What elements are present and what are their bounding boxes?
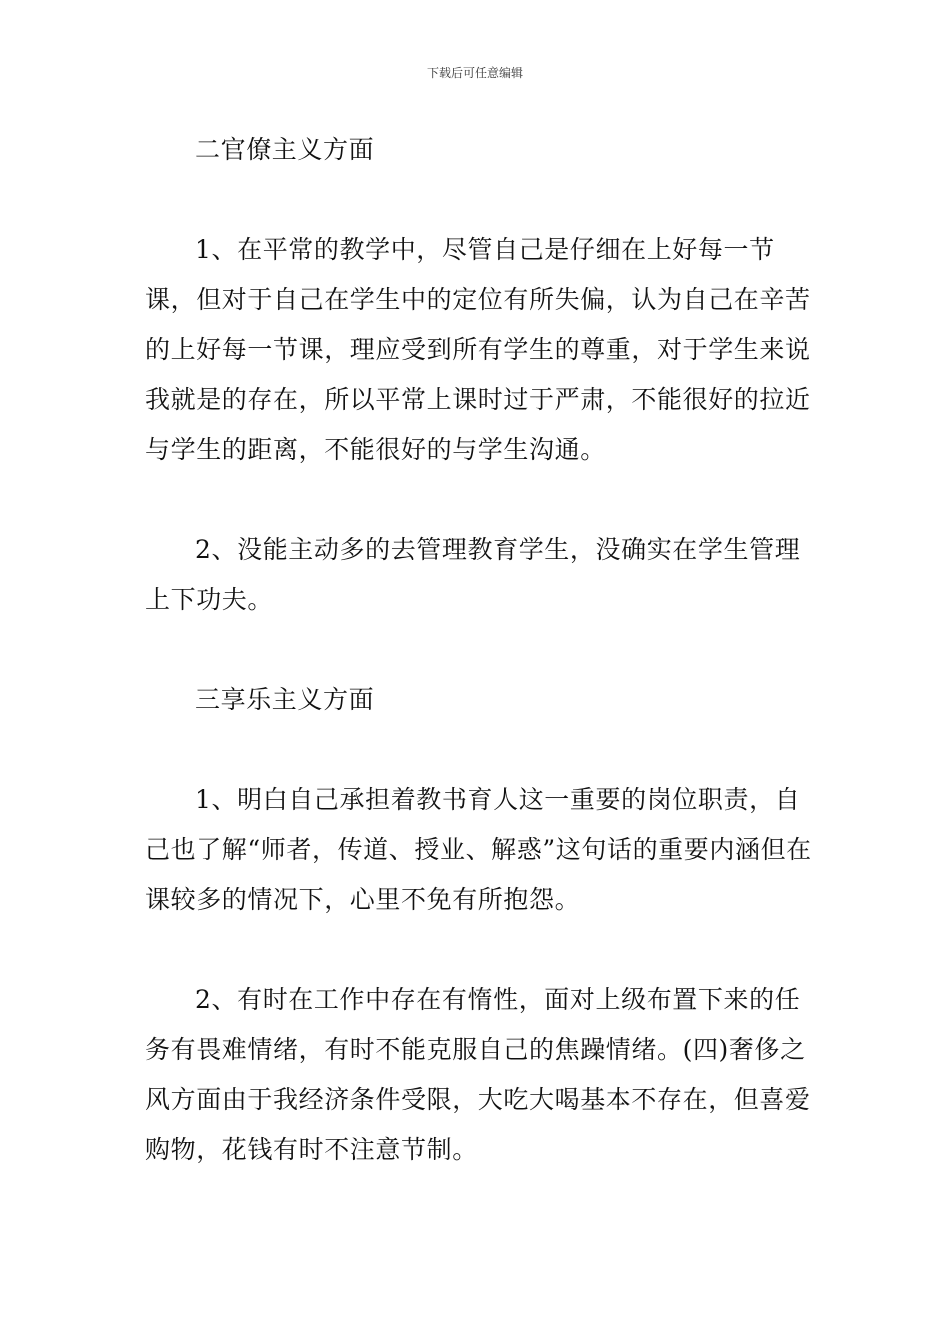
- paragraph-bureaucratism-2: 2、没能主动多的去管理教育学生，没确实在学生管理上下功夫。: [145, 535, 801, 614]
- paragraph-bureaucratism-1: 1、在平常的教学中，尽管自己是仔细在上好每一节课，但对于自己在学生中的定位有所失偏，认为自己在辛苦的上好每一节课，理应受到所有学生的尊重，对于学生来说我就是的存在，所以平常上课时过于严肃，不能很好的拉近与学生的距离，不能很好的与学生沟通。: [145, 235, 811, 464]
- document-body: [145, 125, 815, 1175]
- section-heading-bureaucratism: 二官僚主义方面: [195, 135, 375, 164]
- paragraph-hedonism-1: 1、明白自己承担着教书育人这一重要的岗位职责，自己也了解“师者，传道、授业、解惑”这句话的重要内涵但在课较多的情况下，心里不免有所抱怨。: [145, 785, 812, 914]
- paragraph-hedonism-2: 2、有时在工作中存在有惰性，面对上级布置下来的任务有畏难情绪，有时不能克服自己的焦躁情绪。(四)奢侈之风方面由于我经济条件受限，大吃大喝基本不存在，但喜爱购物，花钱有时不注意节制。: [145, 985, 811, 1164]
- section-heading-hedonism: 三享乐主义方面: [195, 685, 375, 714]
- download-note: 下载后可任意编辑: [426, 66, 523, 80]
